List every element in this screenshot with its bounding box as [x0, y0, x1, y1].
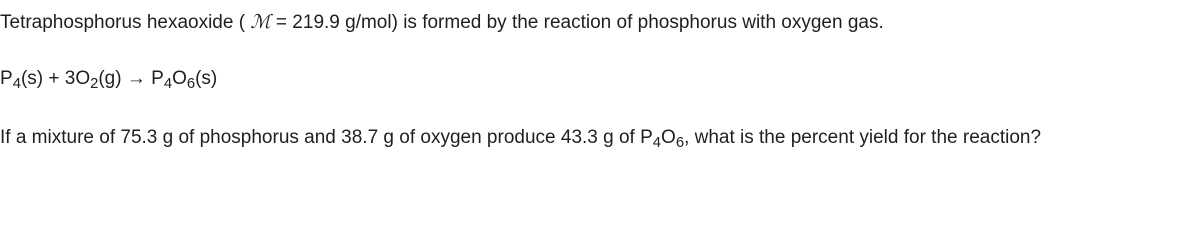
- intro-text-end: = 219.9 g/mol) is formed by the reaction of phosphorus with oxygen gas.: [270, 12, 884, 33]
- reactant-phosphorus: P: [0, 68, 13, 89]
- question-text-end: , what is the percent yield for the reaction?: [684, 127, 1042, 148]
- question-phosphorus-subscript: 4: [652, 135, 662, 152]
- reactant-phosphorus-state: (s): [20, 68, 44, 89]
- product-oxygen-subscript: 6: [186, 76, 196, 93]
- intro-text-start: Tetraphosphorus hexaoxide (: [0, 12, 251, 33]
- question-oxygen: O: [661, 127, 676, 148]
- reactant-phosphorus-subscript: 4: [12, 76, 21, 93]
- product-phosphorus-subscript: 4: [163, 76, 173, 93]
- intro-sentence: [0, 11, 884, 35]
- reactant-oxygen-state: (g): [98, 68, 122, 89]
- reactant-oxygen: + 3O: [43, 68, 91, 89]
- product-state: (s): [195, 68, 218, 89]
- question-text-start: If a mixture of 75.3 g of phosphorus and 38.7 g of oxygen produce 43.3 g of P: [0, 127, 653, 148]
- molar-mass-symbol: ℳ: [250, 12, 271, 33]
- chemical-equation: [0, 67, 217, 91]
- reactant-oxygen-subscript: 2: [90, 76, 99, 93]
- question-sentence: [0, 126, 1041, 150]
- product-oxygen: O: [172, 68, 187, 89]
- product-phosphorus: P: [151, 68, 164, 89]
- reaction-arrow: →: [121, 68, 152, 89]
- question-oxygen-subscript: 6: [675, 135, 685, 152]
